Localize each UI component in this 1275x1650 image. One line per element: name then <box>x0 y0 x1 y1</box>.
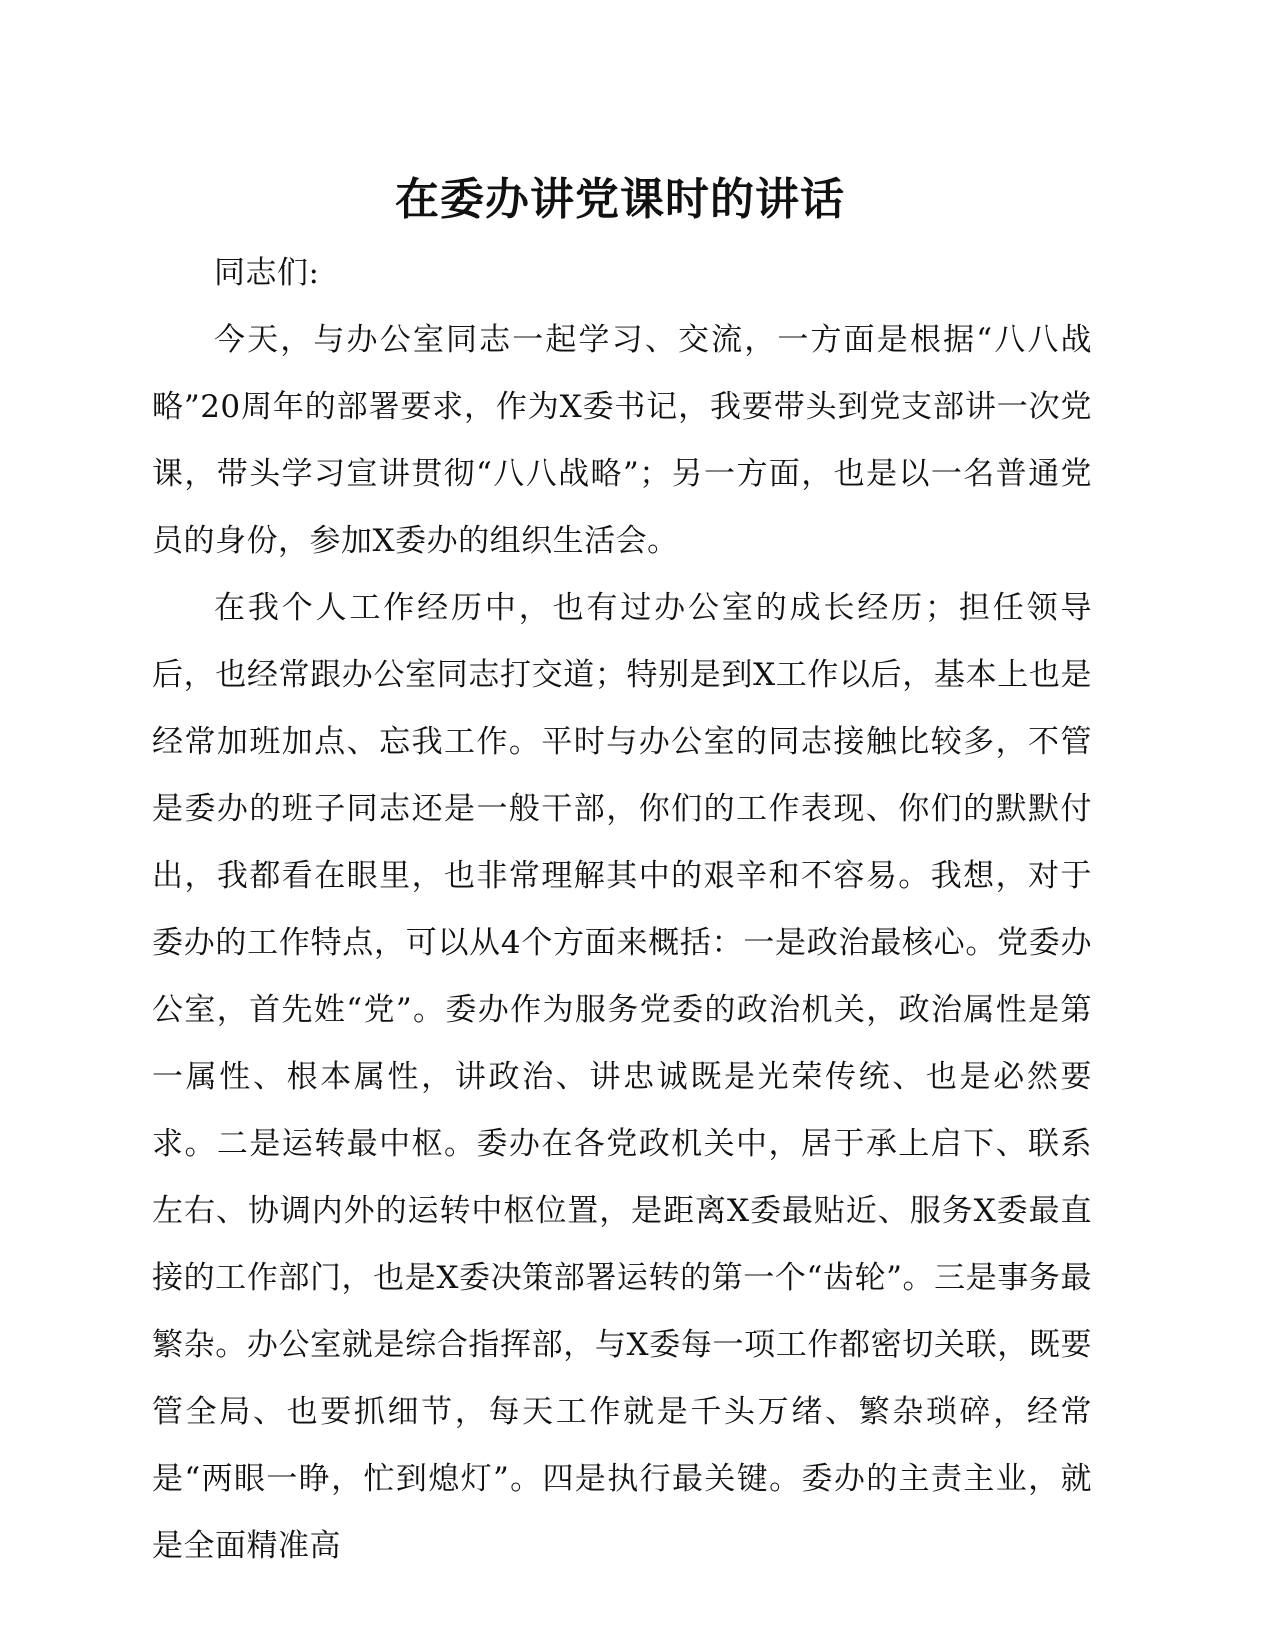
paragraph-2: 在我个人工作经历中，也有过办公室的成长经历；担任领导后，也经常跟办公室同志打交道；特别是到X工作以后，基本上也是经常加班加点、忘我工作。平时与办公室的同志接触比较多，不管是委办的班子同志还是一般干部，你们的工作表现、你们的默默付出，我都看在眼里，也非常理解其中的艰辛和不容易。我想，对于委办的工作特点，可以从4个方面来概括：一是政治最核心。党委办公室，首先姓“党”。委办作为服务党委的政治机关，政治属性是第一属性、根本属性，讲政治、讲忠诚既是光荣传统、也是必然要求。二是运转最中枢。委办在各党政机关中，居于承上启下、联系左右、协调内外的运转中枢位置，是距离X委最贴近、服务X委最直接的工作部门，也是X委决策部署运转的第一个“齿轮”。三是事务最繁杂。办公室就是综合指挥部，与X委每一项工作都密切关联，既要管全局、也要抓细节，每天工作就是千头万绪、繁杂琐碎，经常是“两眼一睁，忙到熄灯”。四是执行最关键。委办的主责主业，就是全面精准高 <box>152 590 1092 1564</box>
document-body <box>152 240 1092 1580</box>
document-title: 在委办讲党课时的讲话 <box>395 174 845 225</box>
paragraph-1: 今天，与办公室同志一起学习、交流，一方面是根据“八八战略”20周年的部署要求，作为X委书记，我要带头到党支部讲一次党课，带头学习宣讲贯彻“八八战略”；另一方面，也是以一名普通党员的身份，参加X委办的组织生活会。 <box>152 322 1092 559</box>
salutation: 同志们: <box>214 255 320 291</box>
